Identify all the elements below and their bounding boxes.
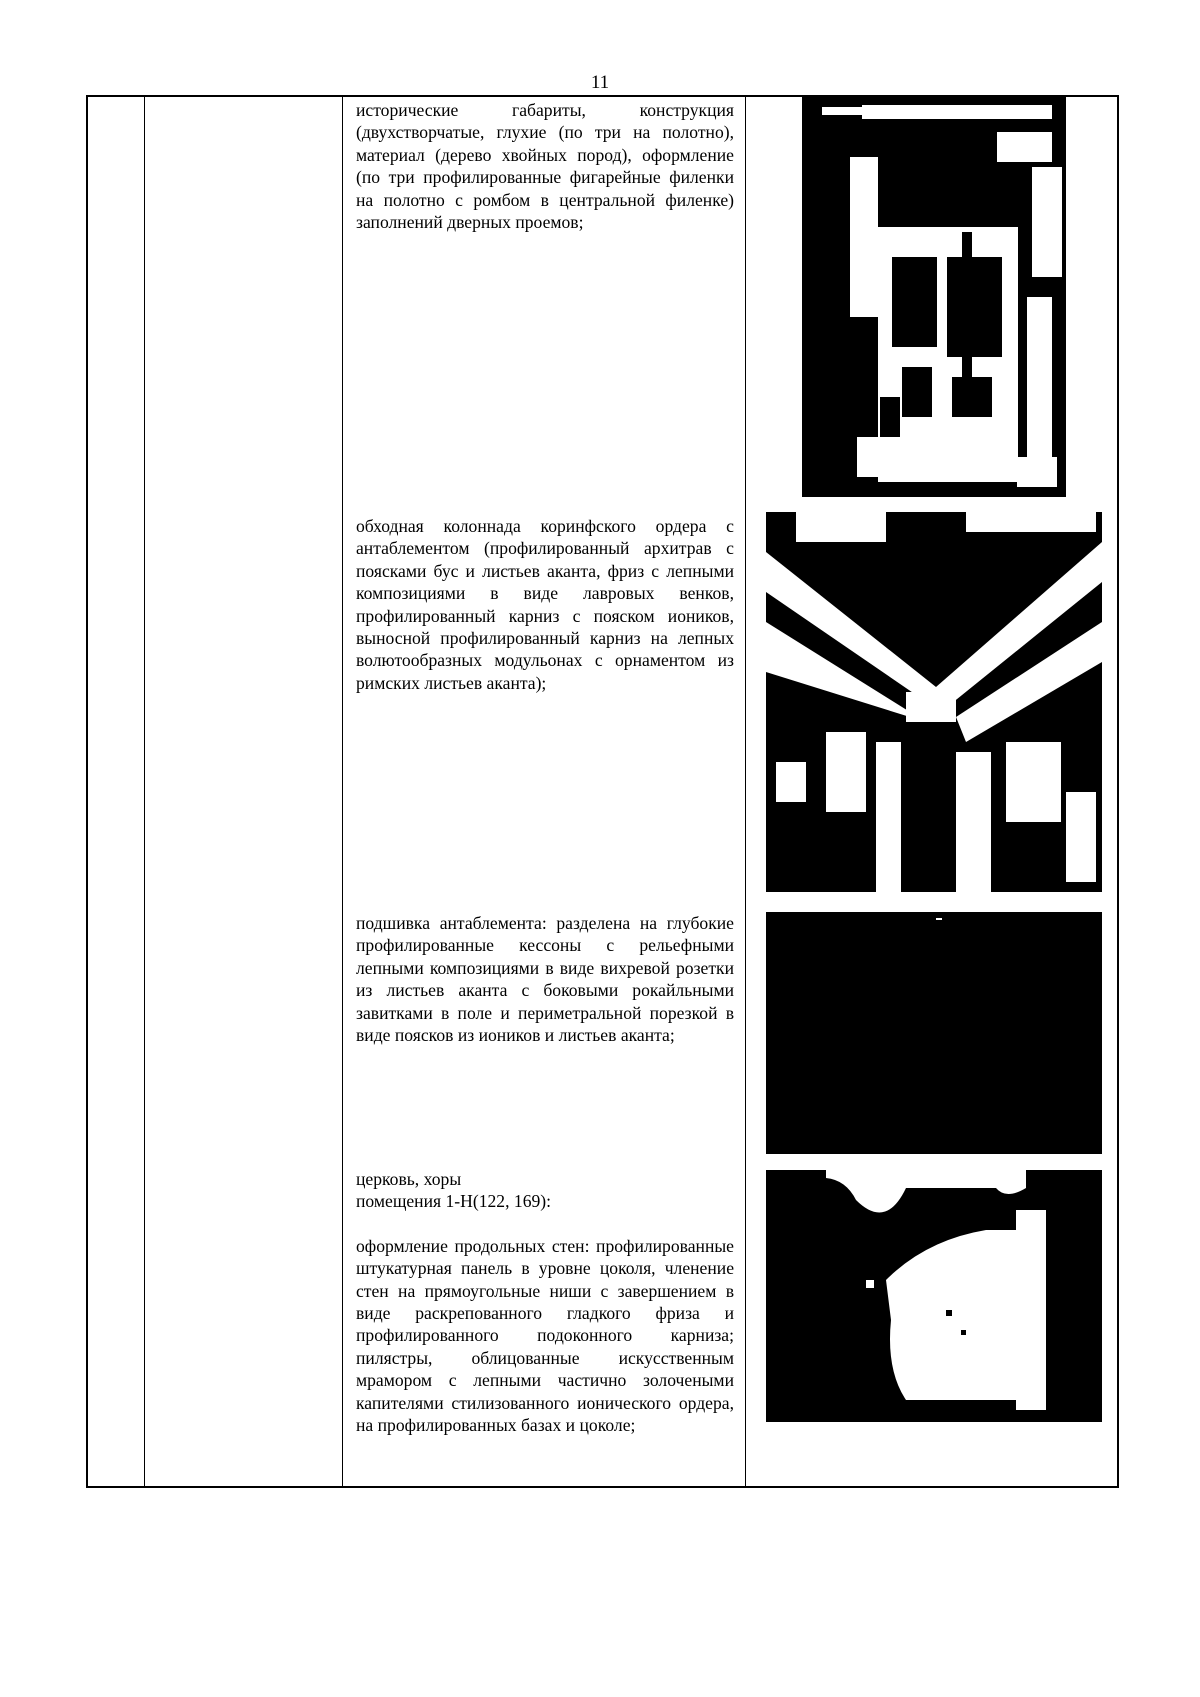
document-table [86, 95, 1119, 1488]
row-3-paragraph: подшивка антаблемента: разделена на глубокие профилированные кессоны с рельефными лепными композициями в виде вихревой розетки из листьев аканта с боковыми рокайльными завитками в поле и периметральной порезкой в виде поясков из иоников и листьев аканта; [356, 913, 734, 1046]
row-4-text [356, 1168, 734, 1436]
doorway-photo [802, 97, 1066, 497]
row-1-text [356, 99, 734, 233]
column-divider-3 [745, 97, 746, 1486]
row-1-paragraph: исторические габариты, конструкция (двухстворчатые, глухие (по три на полотно), материал (дерево хвойных пород), оформление (по три профилированные фигарейные филенки на полотно с ромбом в центральной филенке) заполнений дверных проемов; [356, 100, 734, 233]
page-number: 11 [590, 72, 610, 93]
row-3-text [356, 912, 734, 1046]
row-4-heading-line-2: помещения 1-Н(122, 169): [356, 1191, 552, 1212]
coffer-photo [766, 912, 1102, 1154]
row-4-paragraph: оформление продольных стен: профилированные штукатурная панель в уровне цоколя, членение стен на прямоугольные ниши с завершением в виде раскрепованного гладкого фриза и профилированного подоконного карниза; пилястры, облицованные искусственным мрамором с лепными частично золочеными капителями стилизованного ионического ордера, на профилированных базах и цоколе; [356, 1235, 734, 1436]
row-4-heading-line-1: церковь, хоры [356, 1169, 462, 1189]
row-2-paragraph: обходная колоннада коринфского ордера с антаблементом (профилированный архитрав с поясками бус и листьев аканта, фриз с лепными композициями в виде лавровых венков, профилированный карниз с пояском иоников, выносной профилированный карниз на лепных волютообразных модульонах с орнаментом из римских листьев аканта); [356, 516, 734, 693]
row-2-text [356, 515, 734, 694]
colonnade-photo [766, 512, 1102, 892]
column-divider-1 [144, 97, 145, 1486]
choir-wall-photo [766, 1170, 1102, 1422]
column-divider-2 [342, 97, 343, 1486]
